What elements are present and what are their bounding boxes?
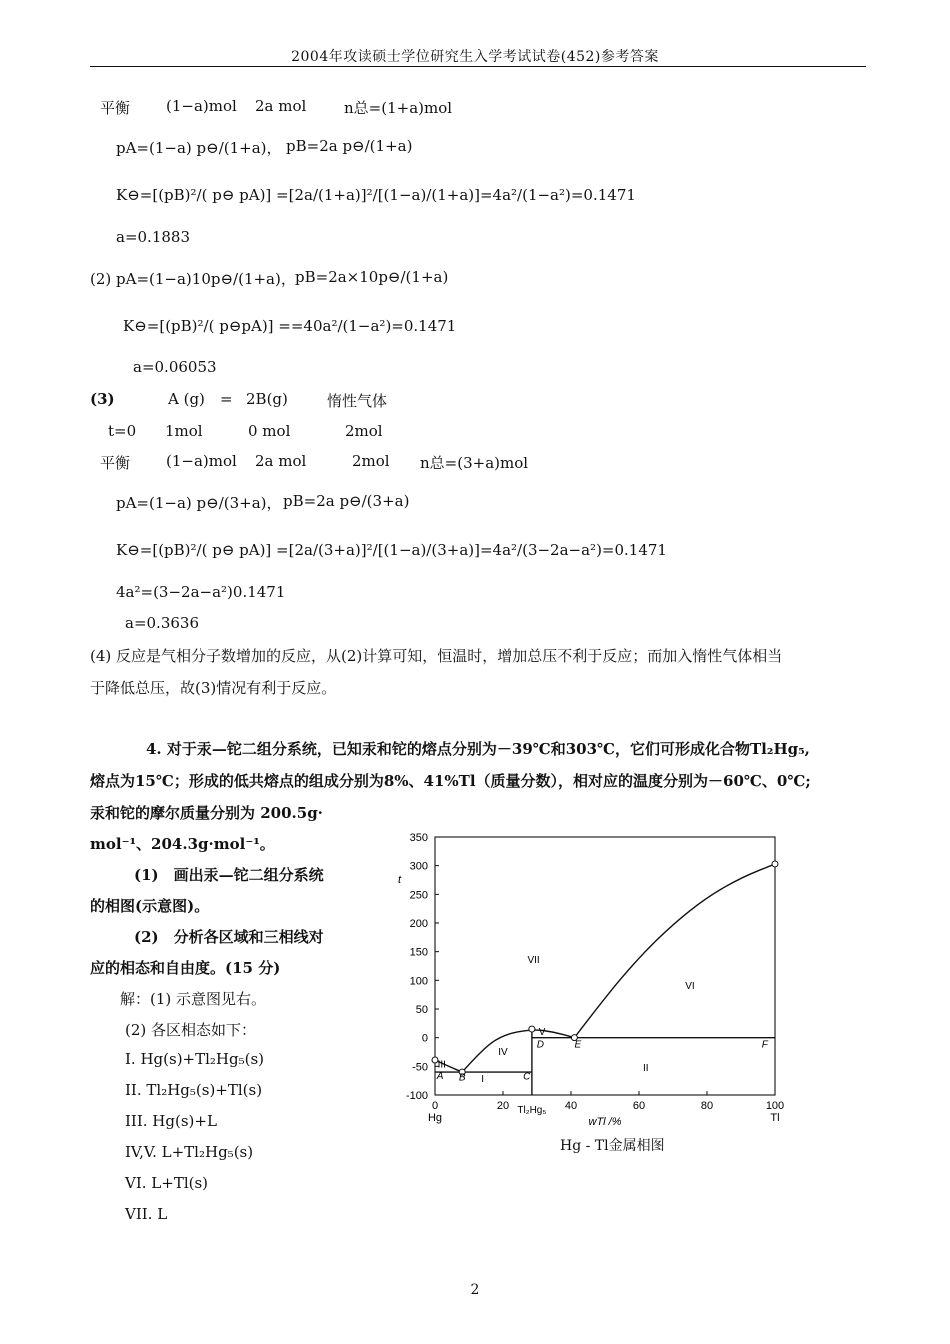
answer-region-6: VI. L+Tl(s): [125, 1174, 209, 1192]
question-part-2: (2) 分析各区域和三相线对: [134, 928, 324, 946]
answer-subtitle: (2) 各区相态如下：: [125, 1021, 257, 1039]
question-part-1-cont: 的相图(示意图)。: [90, 897, 210, 915]
eq-k-2: K⊖=[(pB)²/( p⊖pA)] ==40a²/(1−a²)=0.1471: [123, 317, 457, 335]
region-label: II: [643, 1062, 649, 1074]
region-label: VI: [685, 980, 695, 992]
eq3-amount-total: n总=(3+a)mol: [420, 454, 529, 472]
eq-pa-1: pA=(1−a) p⊖/(1+a)，: [116, 139, 282, 157]
series-line: [462, 1030, 574, 1072]
region-label: IV: [498, 1046, 508, 1058]
point-label: F: [761, 1039, 768, 1051]
eq-k-3: K⊖=[(pB)²/( p⊖ pA)] =[2a/(3+a)]²/[(1−a)/(3+a)]=4a²/(3−2a−a²)=0.1471: [116, 541, 667, 559]
y-tick-label: 200: [409, 918, 428, 930]
series-line: [574, 864, 775, 1038]
region-label: V: [538, 1026, 546, 1038]
question-line-1: 4. 对于汞—铊二组分系统，已知汞和铊的熔点分别为－39℃和303℃，它们可形成化合物Tl₂Hg₅,: [146, 740, 810, 758]
eq-pa-2: (2) pA=(1−a)10p⊖/(1+a)，: [90, 270, 296, 288]
question-line-4: mol⁻¹、204.3g·mol⁻¹。: [90, 835, 275, 853]
eq3-amount-a: (1−a)mol: [166, 452, 237, 470]
point-label: A: [436, 1070, 444, 1082]
product-b: 2B(g): [246, 390, 288, 408]
initial-a: 1mol: [165, 422, 203, 440]
point-label: C: [523, 1071, 531, 1083]
page-header: 2004年攻读硕士学位研究生入学考试试卷(452)参考答案: [291, 49, 659, 65]
data-point: [529, 1026, 535, 1032]
initial-inert: 2mol: [345, 422, 383, 440]
question-part-2-cont: 应的相态和自由度。(15 分): [90, 959, 281, 977]
answer-region-4-5: IV,V. L+Tl₂Hg₅(s): [125, 1143, 254, 1161]
x-tick-label: 20: [496, 1100, 510, 1112]
answer-region-2: II. Tl₂Hg₅(s)+Tl(s): [125, 1081, 263, 1099]
x-tick-label: 80: [700, 1100, 714, 1112]
part3-label: (3): [90, 390, 115, 408]
eq3-amount-inert: 2mol: [352, 452, 390, 470]
y-tick-label: 150: [409, 946, 428, 959]
question-part-1: (1) 画出汞—铊二组分系统: [134, 866, 324, 884]
phase-diagram-chart: [380, 825, 800, 1135]
x-end-label-tl: Tl: [770, 1112, 780, 1124]
y-tick-label: 50: [415, 1004, 428, 1016]
eq-equilibrium-label: 平衡: [100, 99, 131, 117]
y-tick-label: 300: [409, 860, 428, 873]
y-tick-label: 350: [409, 832, 428, 844]
answer-region-7: VII. L: [125, 1205, 168, 1223]
eq-quadratic: 4a²=(3−2a−a²)0.1471: [116, 583, 286, 601]
eq-amount-b: 2a mol: [255, 97, 307, 115]
y-tick-label: 100: [409, 975, 428, 988]
chart-caption: Hg - Tl金属相图: [560, 1138, 665, 1154]
page-number: 2: [470, 1282, 480, 1298]
eq3-amount-b: 2a mol: [255, 452, 307, 470]
region-label: I: [481, 1073, 484, 1085]
point-label: E: [574, 1039, 582, 1051]
y-tick-label: 250: [409, 889, 428, 902]
eq-a-3: a=0.3636: [125, 614, 199, 632]
header-rule: [90, 66, 866, 67]
eq-pb-3: pB=2a p⊖/(3+a): [283, 492, 410, 510]
eq-k-1: K⊖=[(pB)²/( p⊖ pA)] =[2a/(1+a)]²/[(1−a)/(1+a)]=4a²/(1−a²)=0.1471: [116, 186, 636, 204]
eq-a-1: a=0.1883: [116, 228, 190, 246]
y-tick-label: -100: [405, 1090, 428, 1102]
x-tick-label: 0: [431, 1100, 439, 1112]
x-tick-label: 100: [765, 1100, 785, 1112]
x-tick-label: 40: [564, 1100, 578, 1112]
question-line-3: 汞和铊的摩尔质量分别为 200.5g·: [90, 804, 323, 822]
equals-sign: =: [220, 390, 233, 408]
initial-b: 0 mol: [248, 422, 291, 440]
answer-intro: 解：(1) 示意图见右。: [120, 990, 267, 1008]
x-compound-label: Tl₂Hg₅: [517, 1105, 547, 1116]
eq-amount-total: n总=(1+a)mol: [344, 99, 453, 117]
eq-pa-3: pA=(1−a) p⊖/(3+a)，: [116, 494, 282, 512]
x-tick-label: 60: [632, 1100, 646, 1112]
plot-frame: [435, 837, 775, 1095]
inert-gas: 惰性气体: [327, 392, 388, 410]
data-point: [772, 861, 778, 867]
y-tick-label: -50: [412, 1061, 428, 1074]
x-end-label-hg: Hg: [427, 1112, 443, 1124]
point-label: D: [536, 1039, 545, 1051]
y-axis-title: t: [398, 873, 402, 886]
initial-time: t=0: [108, 422, 137, 440]
eq-equilibrium-label-3: 平衡: [100, 454, 131, 472]
y-tick-label: 0: [421, 1032, 428, 1045]
eq-a-2: a=0.06053: [133, 358, 217, 376]
answer-region-3: III. Hg(s)+L: [125, 1112, 217, 1130]
answer-region-1: I. Hg(s)+Tl₂Hg₅(s): [125, 1050, 265, 1068]
region-label: VII: [527, 955, 540, 967]
conclusion-line-1: (4) 反应是气相分子数增加的反应，从(2)计算可知，恒温时，增加总压不利于反应；而加入惰性气体相当: [90, 647, 783, 665]
point-label: B: [458, 1072, 466, 1084]
eq-pb-2: pB=2a×10p⊖/(1+a): [295, 268, 449, 286]
region-label: III: [437, 1059, 446, 1071]
question-line-2: 熔点为15℃；形成的低共熔点的组成分别为8%、41%Tl（质量分数），相对应的温度分别为－60℃、0℃;: [90, 772, 811, 790]
eq-pb-1: pB=2a p⊖/(1+a): [286, 137, 413, 155]
eq-amount-a: (1−a)mol: [166, 97, 237, 115]
reactant-a: A (g): [168, 390, 205, 408]
conclusion-line-2: 于降低总压，故(3)情况有利于反应。: [90, 679, 337, 697]
x-axis-title: wTl /%: [588, 1116, 622, 1128]
